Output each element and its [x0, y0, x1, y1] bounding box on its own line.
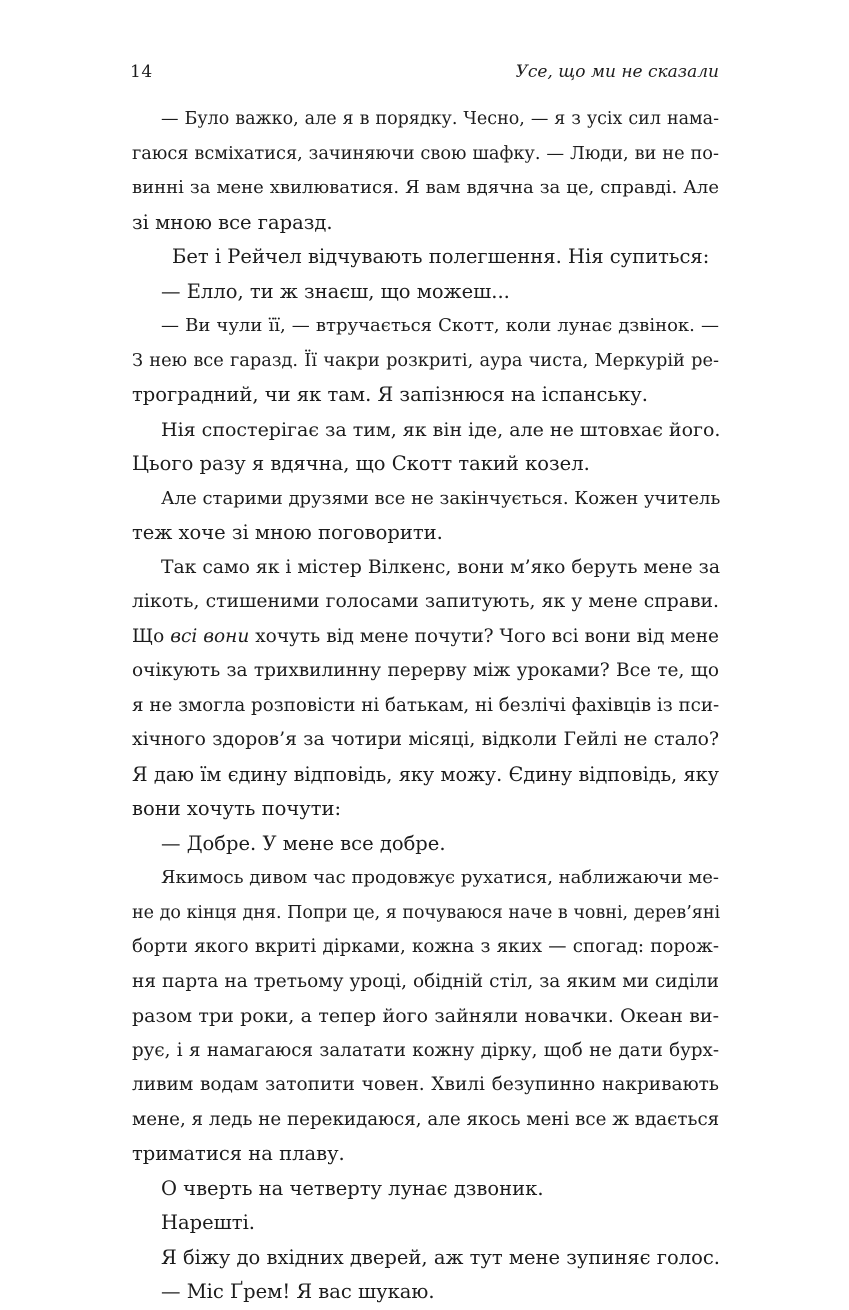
text-line: вони хочуть почути: — [132, 797, 342, 820]
emphasized-text: всі вони — [170, 625, 250, 647]
text-line: — Міс Ґрем! Я вас шукаю. — [161, 1280, 435, 1303]
text-line: — Елло, ти ж знаєш, що можеш... — [161, 279, 510, 303]
text-line: мене, я ледь не перекидаюся, але якось мені все ж вдається — [132, 1108, 720, 1130]
body-text — [132, 102, 719, 1310]
text-line: гаюся всміхатися, зачиняючи свою шафку. — Люди, ви не по- — [132, 143, 719, 164]
text-line: борти якого вкриті дірками, кожна з яких — спогад: порож- — [132, 936, 719, 957]
text-line: хічного здоров’я за чотири місяці, відколи Гейлі не стало? — [132, 729, 719, 750]
text-line: рує, і я намагаюся залатати кожну дірку, щоб не дати бурх- — [132, 1039, 719, 1061]
text-line: очікують за трихвилинну перерву між уроками? Все те, що — [132, 660, 719, 681]
text-line: Якимось дивом час продовжує рухатися, наближаючи ме- — [161, 867, 719, 888]
text-line: троградний, чи як там. Я запізнюся на іспанську. — [132, 383, 648, 406]
text-line: разом три роки, а тепер його зайняли новачки. Океан ви- — [132, 1005, 719, 1027]
text-line: Я біжу до вхідних дверей, аж тут мене зупиняє голос. — [161, 1245, 721, 1269]
text-line: Цього разу я вдячна, що Скотт такий козел. — [132, 452, 590, 475]
text-line: зі мною все гаразд. — [132, 210, 333, 234]
text-line: Бет і Рейчел відчувають полегшення. Нія супиться: — [172, 245, 710, 268]
text-line: лікоть, стишеними голосами запитують, як у мене справи. — [132, 591, 719, 612]
text-line: ня парта на третьому уроці, обідній стіл, за яким ми сиділи — [132, 970, 719, 992]
text-line: триматися на плаву. — [132, 1142, 345, 1165]
text-line: — Добре. У мене все добре. — [161, 831, 446, 855]
text-line: ливим водам затопити човен. Хвилі безупинно накривають — [132, 1074, 719, 1095]
text-line: О чверть на четверту лунає дзвоник. — [161, 1176, 544, 1200]
text-line: винні за мене хвилюватися. Я вам вдячна за це, справді. Але — [132, 177, 719, 198]
text-line: Нія спостерігає за тим, як він іде, але не штовхає його. — [161, 418, 721, 441]
text-line: — Ви чули її, — втручається Скотт, коли лунає дзвінок. — — [161, 315, 719, 336]
text-line: З нею все гаразд. Її чакри розкриті, аура чиста, Меркурій ре- — [132, 350, 719, 371]
text-line: Нарешті. — [161, 1211, 256, 1234]
text-line: теж хоче зі мною поговорити. — [132, 521, 443, 544]
page-number: 14 — [130, 62, 153, 82]
text-line: — Було важко, але я в порядку. Чесно, — я з усіх сил нама- — [161, 109, 719, 129]
text-segment: Що — [132, 625, 171, 647]
text-line: Так само як і містер Вілкенс, вони м’яко беруть мене за — [161, 556, 721, 578]
text-line: не до кінця дня. Попри це, я почуваюся наче в човні, дерев’яні — [132, 902, 721, 923]
text-line: я не змогла розповісти ні батькам, ні безлічі фахівців із пси- — [132, 694, 720, 716]
text-line: Я даю їм єдину відповідь, яку можу. Єдину відповідь, яку — [132, 762, 719, 786]
text-line: Але старими друзями все не закінчується. Кожен учитель — [161, 487, 721, 509]
text-segment: хочуть від мене почути? Чого всі вони від мене — [249, 625, 719, 647]
text-line-emphasis — [132, 620, 719, 655]
running-head: Усе, що ми не сказали — [515, 62, 719, 82]
